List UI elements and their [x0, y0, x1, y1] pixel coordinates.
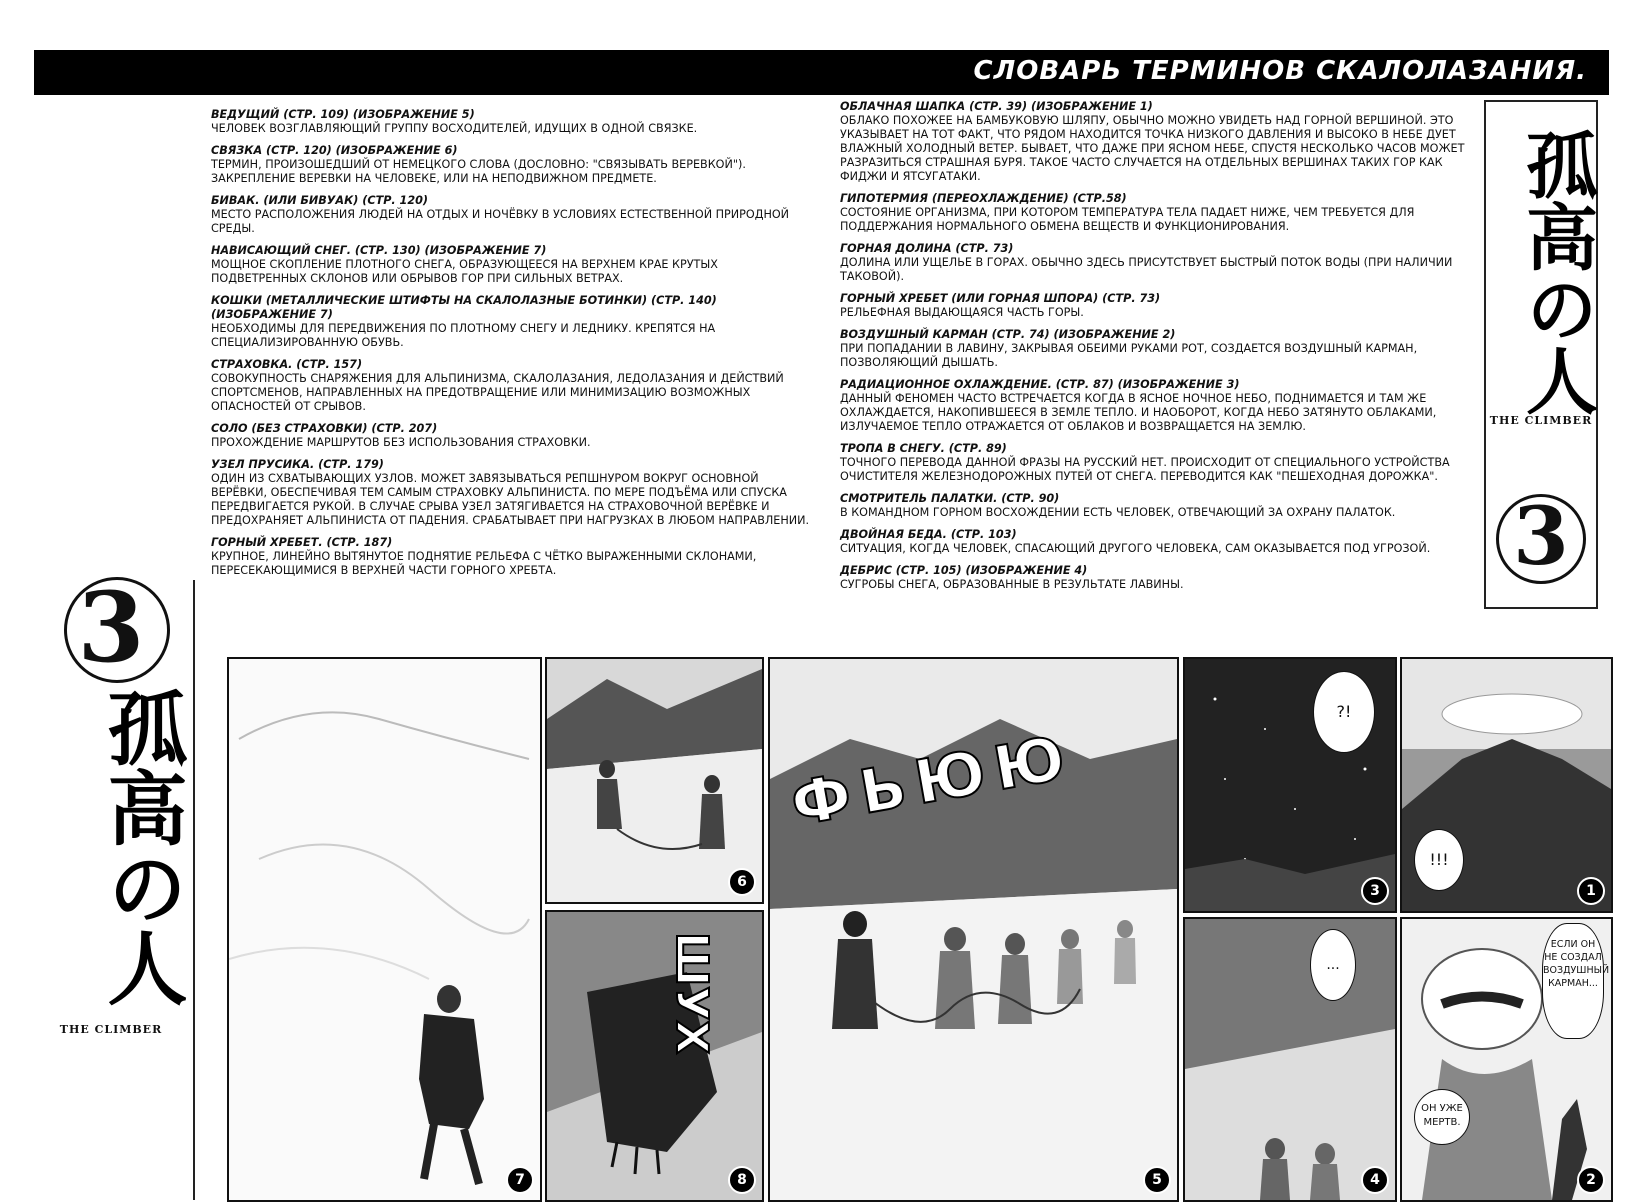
manga-panel-8	[545, 910, 764, 1202]
glossary-definition: В КОМАНДНОМ ГОРНОМ ВОСХОЖДЕНИИ ЕСТЬ ЧЕЛОВЕК, ОТВЕЧАЮЩИЙ ЗА ОХРАНУ ПАЛАТОК.	[840, 506, 1396, 519]
glossary-definition: ДОЛИНА ИЛИ УЩЕЛЬЕ В ГОРАХ. ОБЫЧНО ЗДЕСЬ ПРИСУТСТВУЕТ БЫСТРЫЙ ПОТОК ВОДЫ (ПРИ НАЛИЧИИ ТАКОВОЙ).	[840, 256, 1453, 283]
glossary-term: НАВИСАЮЩИЙ СНЕГ. (СТР. 130) (ИЗОБРАЖЕНИЕ 7)	[211, 244, 547, 257]
volume-logo-right	[1484, 100, 1598, 609]
panel-7-artwork	[229, 659, 540, 1200]
header-bar	[34, 50, 1609, 95]
glossary-entry	[211, 358, 811, 414]
panel-4-artwork	[1185, 919, 1395, 1200]
manga-panel-4	[1183, 917, 1397, 1202]
glossary-entry	[840, 378, 1480, 434]
glossary-definition: ОДИН ИЗ СХВАТЫВАЮЩИХ УЗЛОВ. МОЖЕТ ЗАВЯЗЫВАТЬСЯ РЕПШНУРОМ ВОКРУГ ОСНОВНОЙ ВЕРЁВКИ, ОБЕСПЕЧИВАЯ ТЕМ САМЫМ СТРАХОВКУ АЛЬПИНИСТА. ПО МЕРЕ ПОДЪЁМА ИЛИ СПУСКА ПЕРЕДВИГАЕТСЯ РУКОЙ. В СЛУЧАЕ СРЫВА УЗЕЛ ЗАТЯГИВАЕТСЯ НА СТРАХОВОЧНОЙ ВЕРЁВКЕ И ПРЕДОХРАНЯЕТ АЛЬПИНИСТА ОТ ПАДЕНИЯ. СРАБАТЫВАЕТ ПРИ НАГРУЗКАХ В ЛЮБОМ НАПРАВЛЕНИИ.	[211, 472, 810, 527]
glossary-definition: КРУПНОЕ, ЛИНЕЙНО ВЫТЯНУТОЕ ПОДНЯТИЕ РЕЛЬЕФА С ЧЁТКО ВЫРАЖЕННЫМИ СКЛОНАМИ, ПЕРЕСЕКАЮЩИМИСЯ В ВЕРХНЕЙ ЧАСТИ ГОРНОГО ХРЕБТА.	[211, 550, 757, 577]
glossary-entry	[840, 100, 1480, 184]
glossary-term: ГОРНАЯ ДОЛИНА (СТР. 73)	[840, 242, 1014, 255]
glossary-entry	[840, 564, 1480, 592]
panel-number: 6	[728, 868, 756, 896]
glossary-term: СВЯЗКА (СТР. 120) (ИЗОБРАЖЕНИЕ 6)	[211, 144, 458, 157]
page-title: СЛОВАРЬ ТЕРМИНОВ СКАЛОЛАЗАНИЯ.	[973, 56, 1587, 86]
glossary-definition: СОВОКУПНОСТЬ СНАРЯЖЕНИЯ ДЛЯ АЛЬПИНИЗМА, СКАЛОЛАЗАНИЯ, ЛЕДОЛАЗАНИЯ И ДЕЙСТВИЙ СПОРТСМЕНОВ, НАПРАВЛЕННЫХ НА ПРЕДОТВРАЩЕНИЕ ИЛИ МИНИМИЗАЦИЮ ВОЗМОЖНЫХ ОПАСНОСТЕЙ ОТ СРЫВОВ.	[211, 372, 784, 413]
glossary-definition: ТЕРМИН, ПРОИЗОШЕДШИЙ ОТ НЕМЕЦКОГО СЛОВА (ДОСЛОВНО: "СВЯЗЫВАТЬ ВЕРЕВКОЙ"). ЗАКРЕПЛЕНИЕ ВЕРЕВКИ НА ЧЕЛОВЕКЕ, ИЛИ НА НЕПОДВИЖНОМ ПРЕДМЕТЕ.	[211, 158, 746, 185]
glossary-definition: СОСТОЯНИЕ ОРГАНИЗМА, ПРИ КОТОРОМ ТЕМПЕРАТУРА ТЕЛА ПАДАЕТ НИЖЕ, ЧЕМ ТРЕБУЕТСЯ ДЛЯ ПОДДЕРЖАНИЯ НОРМАЛЬНОГО ОБМЕНА ВЕЩЕСТВ И ФУНКЦИОНИРОВАНИЯ.	[840, 206, 1415, 233]
volume-number: 3	[77, 571, 145, 684]
glossary-term: КОШКИ (МЕТАЛЛИЧЕСКИЕ ШТИФТЫ НА СКАЛОЛАЗНЫЕ БОТИНКИ) (СТР. 140) (ИЗОБРАЖЕНИЕ 7)	[211, 294, 717, 321]
glossary-definition: ЧЕЛОВЕК ВОЗГЛАВЛЯЮЩИЙ ГРУППУ ВОСХОДИТЕЛЕЙ, ИДУЩИХ В ОДНОЙ СВЯЗКЕ.	[211, 122, 698, 135]
glossary-definition: ОБЛАКО ПОХОЖЕЕ НА БАМБУКОВУЮ ШЛЯПУ, ОБЫЧНО МОЖНО УВИДЕТЬ НАД ГОРНОЙ ВЕРШИНОЙ. ЭТО УКАЗЫВАЕТ НА ТОТ ФАКТ, ЧТО РЯДОМ НАХОДИТСЯ ТОЧКА НИЗКОГО ДАВЛЕНИЯ И ВЫСОКО В НЕБЕ ДУЕТ ВЛАЖНЫЙ ХОЛОДНЫЙ ВЕТЕР. БЫВАЕТ, ЧТО ДАЖЕ ПРИ ЯСНОМ НЕБЕ, СПУСТЯ НЕСКОЛЬКО ЧАСОВ МОЖЕТ РАЗРАЗИТЬСЯ СТРАШНАЯ БУРЯ. ТАКОЕ ЧАСТО СЛУЧАЕТСЯ НА ОТДЕЛЬНЫХ ВЕРШИНАХ ТАКИХ ГОР КАК ФИДЖИ И ЯТСУГАТАКИ.	[840, 114, 1465, 183]
glossary-definition: ТОЧНОГО ПЕРЕВОДА ДАННОЙ ФРАЗЫ НА РУССКИЙ НЕТ. ПРОИСХОДИТ ОТ СПЕЦИАЛЬНОГО УСТРОЙСТВА ОЧИСТИТЕЛЯ ЖЕЛЕЗНОДОРОЖНЫХ ПУТЕЙ ОТ СНЕГА. ПЕРЕВОДИТСЯ КАК "ПЕШЕХОДНАЯ ДОРОЖКА".	[840, 456, 1450, 483]
manga-panel-7	[227, 657, 542, 1202]
sound-effect: ШУХ	[666, 932, 717, 1055]
panel-number: 1	[1577, 877, 1605, 905]
glossary-entry	[211, 536, 811, 578]
glossary-entry	[840, 192, 1480, 234]
glossary-entry	[840, 242, 1480, 284]
glossary-term: ОБЛАЧНАЯ ШАПКА (СТР. 39) (ИЗОБРАЖЕНИЕ 1)	[840, 100, 1153, 113]
glossary-entry	[840, 442, 1480, 484]
page-divider	[193, 580, 195, 1200]
series-title-kanji: 孤高の人	[1514, 128, 1599, 416]
volume-logo-left	[36, 571, 188, 1055]
glossary-entry	[211, 108, 811, 136]
glossary-term: ГИПОТЕРМИЯ (ПЕРЕОХЛАЖДЕНИЕ) (СТР.58)	[840, 192, 1127, 205]
glossary-definition: НЕОБХОДИМЫ ДЛЯ ПЕРЕДВИЖЕНИЯ ПО ПЛОТНОМУ СНЕГУ И ЛЕДНИКУ. КРЕПЯТСЯ НА СПЕЦИАЛИЗИРОВАННУЮ ОБУВЬ.	[211, 322, 716, 349]
glossary-term: РАДИАЦИОННОЕ ОХЛАЖДЕНИЕ. (СТР. 87) (ИЗОБРАЖЕНИЕ 3)	[840, 378, 1240, 391]
glossary-entry	[211, 144, 811, 186]
sound-effect: ФЬЮЮ	[786, 721, 1080, 841]
glossary-definition: ПРОХОЖДЕНИЕ МАРШРУТОВ БЕЗ ИСПОЛЬЗОВАНИЯ СТРАХОВКИ.	[211, 436, 591, 449]
panel-number: 4	[1361, 1166, 1389, 1194]
glossary-definition: МОЩНОЕ СКОПЛЕНИЕ ПЛОТНОГО СНЕГА, ОБРАЗУЮЩЕЕСЯ НА ВЕРХНЕМ КРАЕ КРУТЫХ ПОДВЕТРЕННЫХ СКЛОНОВ ИЛИ ОБРЫВОВ ГОР ПРИ СИЛЬНЫХ ВЕТРАХ.	[211, 258, 718, 285]
glossary-term: ДВОЙНАЯ БЕДА. (СТР. 103)	[840, 528, 1017, 541]
glossary-entry	[211, 294, 811, 350]
glossary-left-column	[211, 108, 811, 586]
volume-number: 3	[1513, 489, 1569, 583]
glossary-definition: ДАННЫЙ ФЕНОМЕН ЧАСТО ВСТРЕЧАЕТСЯ КОГДА В ЯСНОЕ НОЧНОЕ НЕБО, ПОДНИМАЕТСЯ И ТАМ ЖЕ ОХЛАЖДАЕТСЯ, НАКОПИВШЕЕСЯ В ЗЕМЛЕ ТЕПЛО. И НАОБОРОТ, КОГДА НЕБО ЗАТЯНУТО ОБЛАКАМИ, ИЗЛУЧАЕМОЕ ТЕПЛО ОТРАЖАЕТСЯ ОТ ОБЛАКОВ И ВОЗВРАЩАЕТСЯ НА ЗЕМЛЮ.	[840, 392, 1437, 433]
panel-number: 5	[1143, 1166, 1171, 1194]
glossary-entry	[211, 422, 811, 450]
glossary-definition: ПРИ ПОПАДАНИИ В ЛАВИНУ, ЗАКРЫВАЯ ОБЕИМИ РУКАМИ РОТ, СОЗДАЕТСЯ ВОЗДУШНЫЙ КАРМАН, ПОЗВОЛЯЮЩИЙ ДЫШАТЬ.	[840, 342, 1418, 369]
panel-number: 2	[1577, 1166, 1605, 1194]
speech-bubble: ...	[1310, 929, 1356, 1001]
glossary-entry	[211, 458, 811, 528]
glossary-term: СТРАХОВКА. (СТР. 157)	[211, 358, 363, 371]
glossary-entry	[211, 244, 811, 286]
speech-bubble: !!!	[1414, 829, 1464, 891]
speech-bubble: ОН УЖЕ МЕРТВ.	[1414, 1089, 1470, 1145]
glossary-term: ГОРНЫЙ ХРЕБЕТ (ИЛИ ГОРНАЯ ШПОРА) (СТР. 73)	[840, 292, 1161, 305]
glossary-entry	[840, 328, 1480, 370]
glossary-term: СМОТРИТЕЛЬ ПАЛАТКИ. (СТР. 90)	[840, 492, 1060, 505]
manga-panel-6	[545, 657, 764, 904]
glossary-term: СОЛО (БЕЗ СТРАХОВКИ) (СТР. 207)	[211, 422, 438, 435]
manga-panel-1	[1400, 657, 1613, 913]
glossary-term: УЗЕЛ ПРУСИКА. (СТР. 179)	[211, 458, 384, 471]
glossary-definition: СУГРОБЫ СНЕГА, ОБРАЗОВАННЫЕ В РЕЗУЛЬТАТЕ ЛАВИНЫ.	[840, 578, 1184, 591]
brand-label: THE CLIMBER	[59, 1023, 163, 1036]
series-title-kanji: 孤高の人	[94, 687, 188, 1007]
glossary-definition: МЕСТО РАСПОЛОЖЕНИЯ ЛЮДЕЙ НА ОТДЫХ И НОЧЁВКУ В УСЛОВИЯХ ЕСТЕСТВЕННОЙ ПРИРОДНОЙ СРЕДЫ.	[211, 208, 790, 235]
glossary-entry	[840, 292, 1480, 320]
speech-bubble: ЕСЛИ ОН НЕ СОЗДАЛ ВОЗДУШНЫЙ КАРМАН...	[1542, 923, 1604, 1039]
panel-number: 7	[506, 1166, 534, 1194]
manga-panel-5	[768, 657, 1179, 1202]
glossary-term: ВЕДУЩИЙ (СТР. 109) (ИЗОБРАЖЕНИЕ 5)	[211, 108, 475, 121]
glossary-term: ТРОПА В СНЕГУ. (СТР. 89)	[840, 442, 1007, 455]
panel-number: 3	[1361, 877, 1389, 905]
panel-number: 8	[728, 1166, 756, 1194]
manga-panel-2	[1400, 917, 1613, 1202]
panel-6-artwork	[547, 659, 762, 902]
glossary-term: ВОЗДУШНЫЙ КАРМАН (СТР. 74) (ИЗОБРАЖЕНИЕ 2)	[840, 328, 1176, 341]
brand-label: THE CLIMBER	[1489, 414, 1593, 427]
glossary-right-column	[840, 100, 1480, 600]
glossary-entry	[840, 492, 1480, 520]
glossary-definition: СИТУАЦИЯ, КОГДА ЧЕЛОВЕК, СПАСАЮЩИЙ ДРУГОГО ЧЕЛОВЕКА, САМ ОКАЗЫВАЕТСЯ ПОД УГРОЗОЙ.	[840, 542, 1431, 555]
speech-bubble: ?!	[1313, 671, 1375, 753]
glossary-entry	[840, 528, 1480, 556]
glossary-definition: РЕЛЬЕФНАЯ ВЫДАЮЩАЯСЯ ЧАСТЬ ГОРЫ.	[840, 306, 1084, 319]
panel-8-artwork	[547, 912, 762, 1200]
glossary-term: БИВАК. (ИЛИ БИВУАК) (СТР. 120)	[211, 194, 429, 207]
glossary-entry	[211, 194, 811, 236]
glossary-term: ДЕБРИС (СТР. 105) (ИЗОБРАЖЕНИЕ 4)	[840, 564, 1088, 577]
glossary-term: ГОРНЫЙ ХРЕБЕТ. (СТР. 187)	[211, 536, 393, 549]
manga-panel-3	[1183, 657, 1397, 913]
